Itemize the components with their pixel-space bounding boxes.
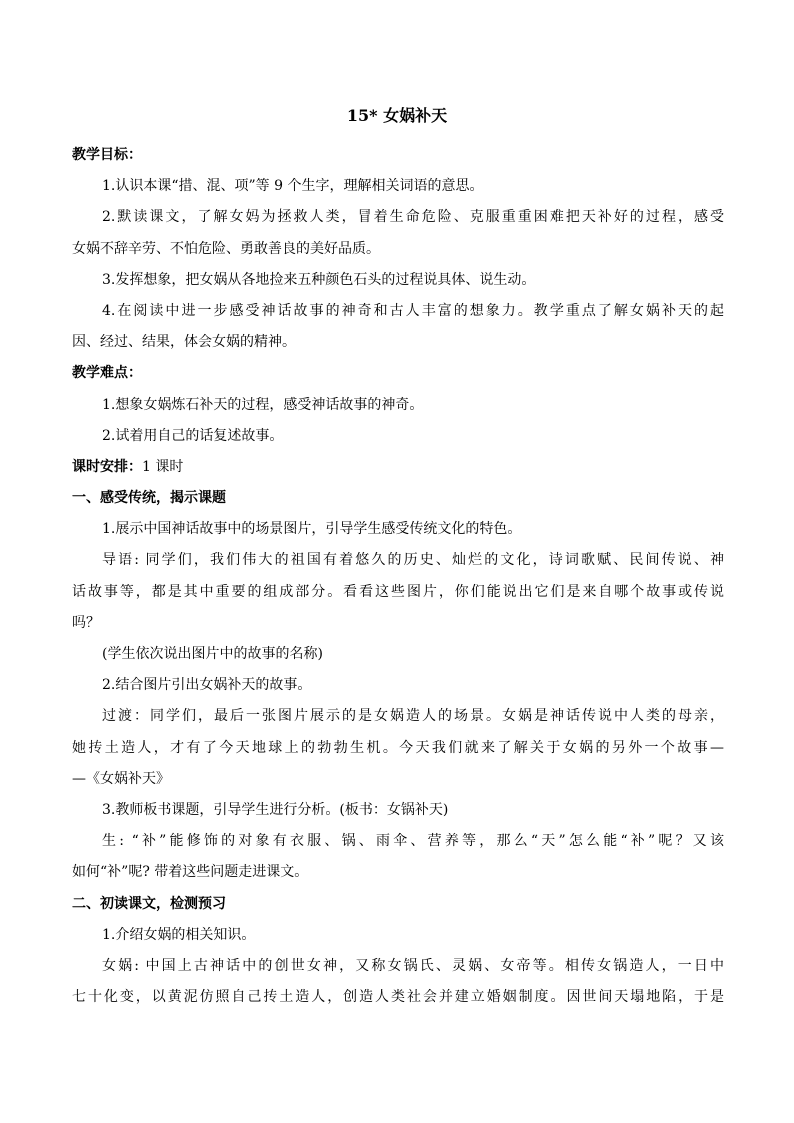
difficulty-item-1: 1.想象女娲炼石补天的过程，感受神话故事的神奇。 <box>102 396 424 413</box>
section-1-paragraph-2-line-1: 导语: 同学们，我们伟大的祖国有着悠久的历史、灿烂的文化，诗词歌赋、民间传说、神 <box>102 552 724 569</box>
objective-item-4-line-2: 因、经过、结果，体会女娲的精神。 <box>72 334 296 351</box>
section-2-heading: 二、初读课文，检测预习 <box>72 895 226 912</box>
difficulties-heading: 教学难点： <box>72 365 142 382</box>
section-1-paragraph-3: (学生依次说出图片中的故事的名称) <box>102 646 323 662</box>
section-2-paragraph-1: 1.介绍女娲的相关知识。 <box>102 926 256 943</box>
section-1-paragraph-1: 1.展示中国神话故事中的场景图片，引导学生感受传统文化的特色。 <box>102 521 522 538</box>
objective-item-4-line-1: 4.在阅读中进一步感受神话故事的神奇和古人丰富的想象力。教学重点了解女娲补天的起 <box>102 302 724 319</box>
section-1-paragraph-5-line-2: 她抟土造人，才有了今天地球上的勃勃生机。今天我们就来了解关于女娲的另外一个故事— <box>72 739 724 756</box>
section-2-paragraph-2-line-1: 女娲: 中国上古神话中的创世女神，又称女锅氏、灵娲、女帝等。相传女锅造人，一日中 <box>102 957 724 974</box>
section-1-paragraph-6: 3.教师板书课题，引导学生进行分析。(板书：女锅补天) <box>102 801 449 818</box>
objectives-heading: 教学目标： <box>72 147 142 163</box>
section-1-paragraph-7-line-1: 生: “补”能修饰的对象有衣服、锅、雨伞、营养等，那么“天”怎么能“补”呢？又该 <box>102 833 724 850</box>
section-1-paragraph-5-line-1: 过渡：同学们，最后一张图片展示的是女娲造人的场景。女娲是神话传说中人类的母亲， <box>102 708 724 725</box>
objective-item-1: 1.认识本课“措、混、项”等 9 个生字，理解相关词语的意思。 <box>102 178 484 195</box>
schedule-value: 1 课时 <box>142 458 184 475</box>
section-1-paragraph-5-line-3: —《女娲补天》 <box>72 770 170 787</box>
page-title: 15* 女娲补天 <box>346 106 448 125</box>
schedule-label: 课时安排： <box>72 458 142 475</box>
section-1-heading: 一、感受传统，揭示课题 <box>72 490 226 507</box>
objective-item-2-line-2: 女娲不辞辛劳、不怕危险、勇敢善良的美好品质。 <box>72 240 380 257</box>
objective-item-3: 3.发挥想象，把女娲从各地捡来五种颜色石头的过程说具体、说生动。 <box>102 271 536 288</box>
section-2-paragraph-2-line-2: 七十化变，以黄泥仿照自己抟土造人，创造人类社会并建立婚姻制度。因世间天塌地陷，于是 <box>72 989 724 1006</box>
objective-item-2-line-1: 2.默读课文，了解女妈为拯救人类，冒着生命危险、克服重重困难把天补好的过程，感受 <box>102 209 724 226</box>
section-1-paragraph-7-line-2: 如何“补”呢? 带着这些问题走进课文。 <box>72 864 309 881</box>
difficulty-item-2: 2.试着用自己的话复述故事。 <box>102 427 284 444</box>
section-1-paragraph-2-line-2: 话故事等，都是其中重要的组成部分。看看这些图片，你们能说出它们是来自哪个故事或传说 <box>72 583 724 600</box>
schedule-line <box>72 452 724 483</box>
section-1-paragraph-2-line-3: 吗？ <box>72 614 100 631</box>
document-body <box>72 140 724 1013</box>
section-1-paragraph-4: 2.结合图片引出女娲补天的故事。 <box>102 677 312 694</box>
